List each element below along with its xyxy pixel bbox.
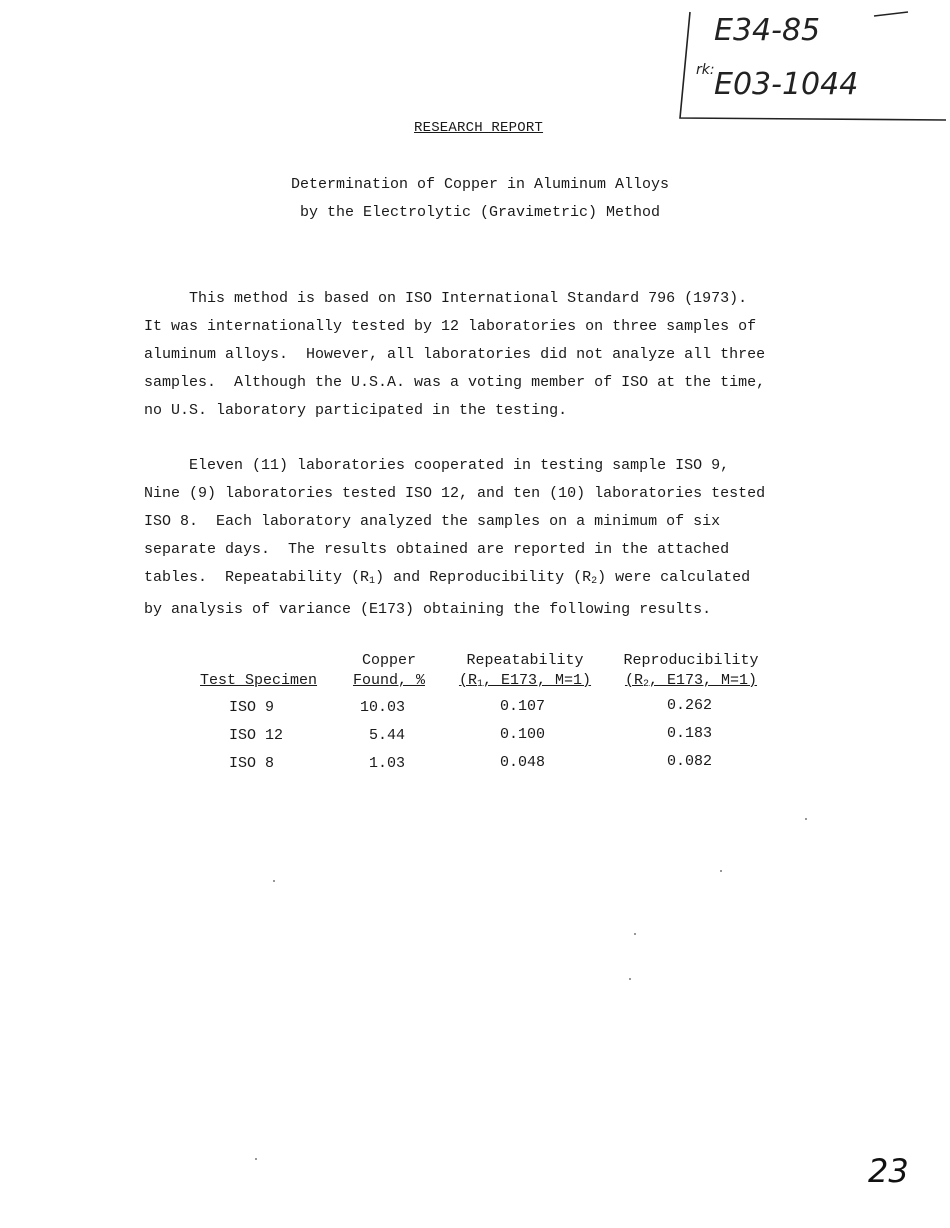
scan-speck (720, 870, 722, 872)
handwritten-line2: E03-1044 (714, 67, 859, 102)
subtitle-line-2: by the Electrolytic (Gravimetric) Method (299, 204, 661, 221)
scan-speck (629, 978, 631, 980)
cell-reproducibility: 0.262 (667, 697, 713, 714)
handwritten-line1: E34-85 (714, 13, 821, 48)
paragraph-2-text-b: ) and Reproducibility (R (375, 569, 592, 586)
paragraph-2-text-c: ) were calculated by analysis of variance (E173) obtaining the following results. (144, 569, 751, 618)
header-repeatability: Repeatability ($R_1$, E173, M=1) (458, 652, 592, 690)
paragraph-2 (144, 452, 804, 624)
cell-specimen: ISO 8 (229, 755, 275, 772)
scan-speck (273, 880, 275, 882)
handwritten-prefix: rk: (696, 62, 715, 78)
page-number-drawing (866, 1150, 926, 1190)
scan-speck (634, 933, 636, 935)
handwritten-annotation-drawing (678, 6, 948, 124)
header-reproducibility: Reproducibility ($R_2$, E173, M=1) (623, 652, 759, 690)
report-title: RESEARCH REPORT (414, 120, 544, 136)
scan-speck (255, 1158, 257, 1160)
cell-reproducibility: 0.183 (667, 725, 713, 742)
subtitle-line-1: Determination of Copper in Aluminum Alloys (290, 176, 670, 193)
paragraph-1: This method is based on ISO International Standard 796 (1973). It was internationally tested by 12 laboratories on three samples of aluminum alloys. However, all laboratories did not analyze all three samples. Although the U.S.A. was a voting member of ISO at the time, no U.S. laboratory participated in the testing. (144, 290, 766, 419)
cell-repeatability: 0.107 (500, 698, 546, 715)
cell-specimen: ISO 12 (229, 727, 284, 744)
cell-repeatability: 0.100 (500, 726, 546, 743)
paragraph-2-sub-2: 2 (591, 576, 598, 587)
handwritten-annotation (678, 6, 948, 124)
cell-reproducibility: 0.082 (667, 753, 713, 770)
paragraph-2-sub-1: 1 (369, 576, 376, 587)
svg-text:23: 23 (868, 1152, 909, 1190)
scan-speck (805, 818, 807, 820)
cell-copper: 1.03 (369, 755, 406, 772)
cell-copper: 5.44 (369, 727, 406, 744)
cell-specimen: ISO 9 (229, 699, 275, 716)
page-number (866, 1150, 926, 1190)
cell-repeatability: 0.048 (500, 754, 546, 771)
cell-copper: 10.03 (360, 699, 406, 716)
header-test-specimen: Test Specimen (200, 672, 318, 689)
header-copper-found: Copper Found, % (352, 652, 425, 689)
paragraph-2-text-a: Eleven (11) laboratories cooperated in testing sample ISO 9, Nine (9) laboratories tested ISO 12, and ten (10) laboratories tested ISO 8. Each laboratory analyzed the samples on a minimum of six separate days. The results obtained are reported in the attached tables. Repeatability (R (144, 457, 766, 586)
